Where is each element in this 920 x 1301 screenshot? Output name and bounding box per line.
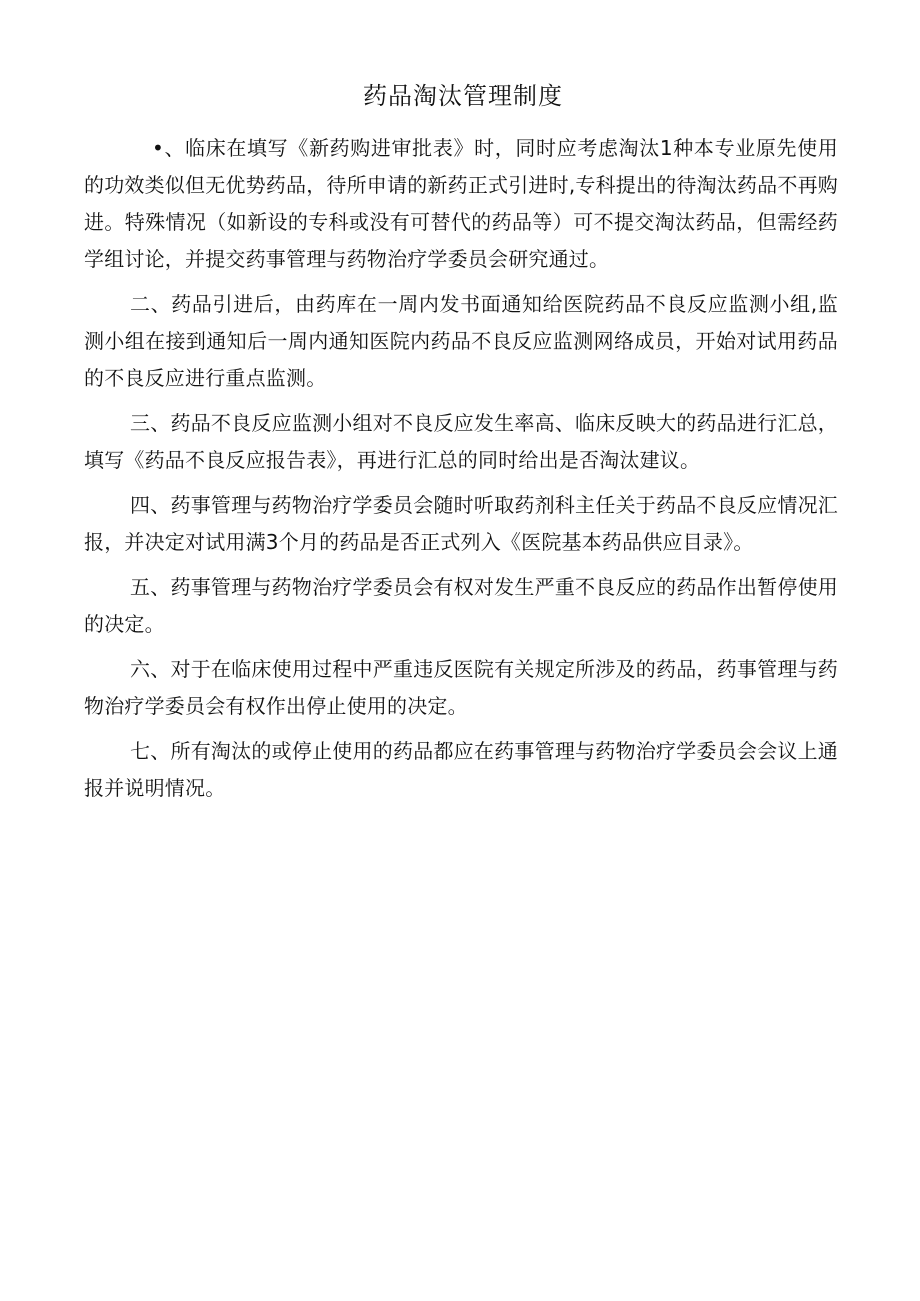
paragraph-7: 七、所有淘汰的或停止使用的药品都应在药事管理与药物治疗学委员会会议上通报并说明情况。 xyxy=(84,739,838,800)
paragraph-4: 四、药事管理与药物治疗学委员会随时听取药剂科主任关于药品不良反应情况汇报，并决定对试用满3个月的药品是否正式列入《医院基本药品供应目录》。 xyxy=(84,493,838,554)
paragraph-6: 六、对于在临床使用过程中严重违反医院有关规定所涉及的药品，药事管理与药物治疗学委员会有权作出停止使用的决定。 xyxy=(84,657,838,718)
paragraph-3: 三、药品不良反应监测小组对不良反应发生率高、临床反映大的药品进行汇总，填写《药品不良反应报告表》，再进行汇总的同时给出是否淘汰建议。 xyxy=(84,411,838,472)
paragraph-1: •、临床在填写《新药购进审批表》时，同时应考虑淘汰1种本专业原先使用的功效类似但无优势药品，待所申请的新药正式引进时,专科提出的待淘汰药品不再购进。特殊情况（如新设的专科或没有可替代的药品等）可不提交淘汰药品，但需经药学组讨论，并提交药事管理与药物治疗学委员会研究通过。 xyxy=(84,136,838,271)
document-title: 药品淘汰管理制度 xyxy=(363,82,563,110)
paragraph-2: 二、药品引进后，由药库在一周内发书面通知给医院药品不良反应监测小组,监测小组在接到通知后一周内通知医院内药品不良反应监测网络成员，开始对试用药品的不良反应进行重点监测。 xyxy=(84,292,838,390)
paragraph-5: 五、药事管理与药物治疗学委员会有权对发生严重不良反应的药品作出暂停使用的决定。 xyxy=(84,575,838,636)
